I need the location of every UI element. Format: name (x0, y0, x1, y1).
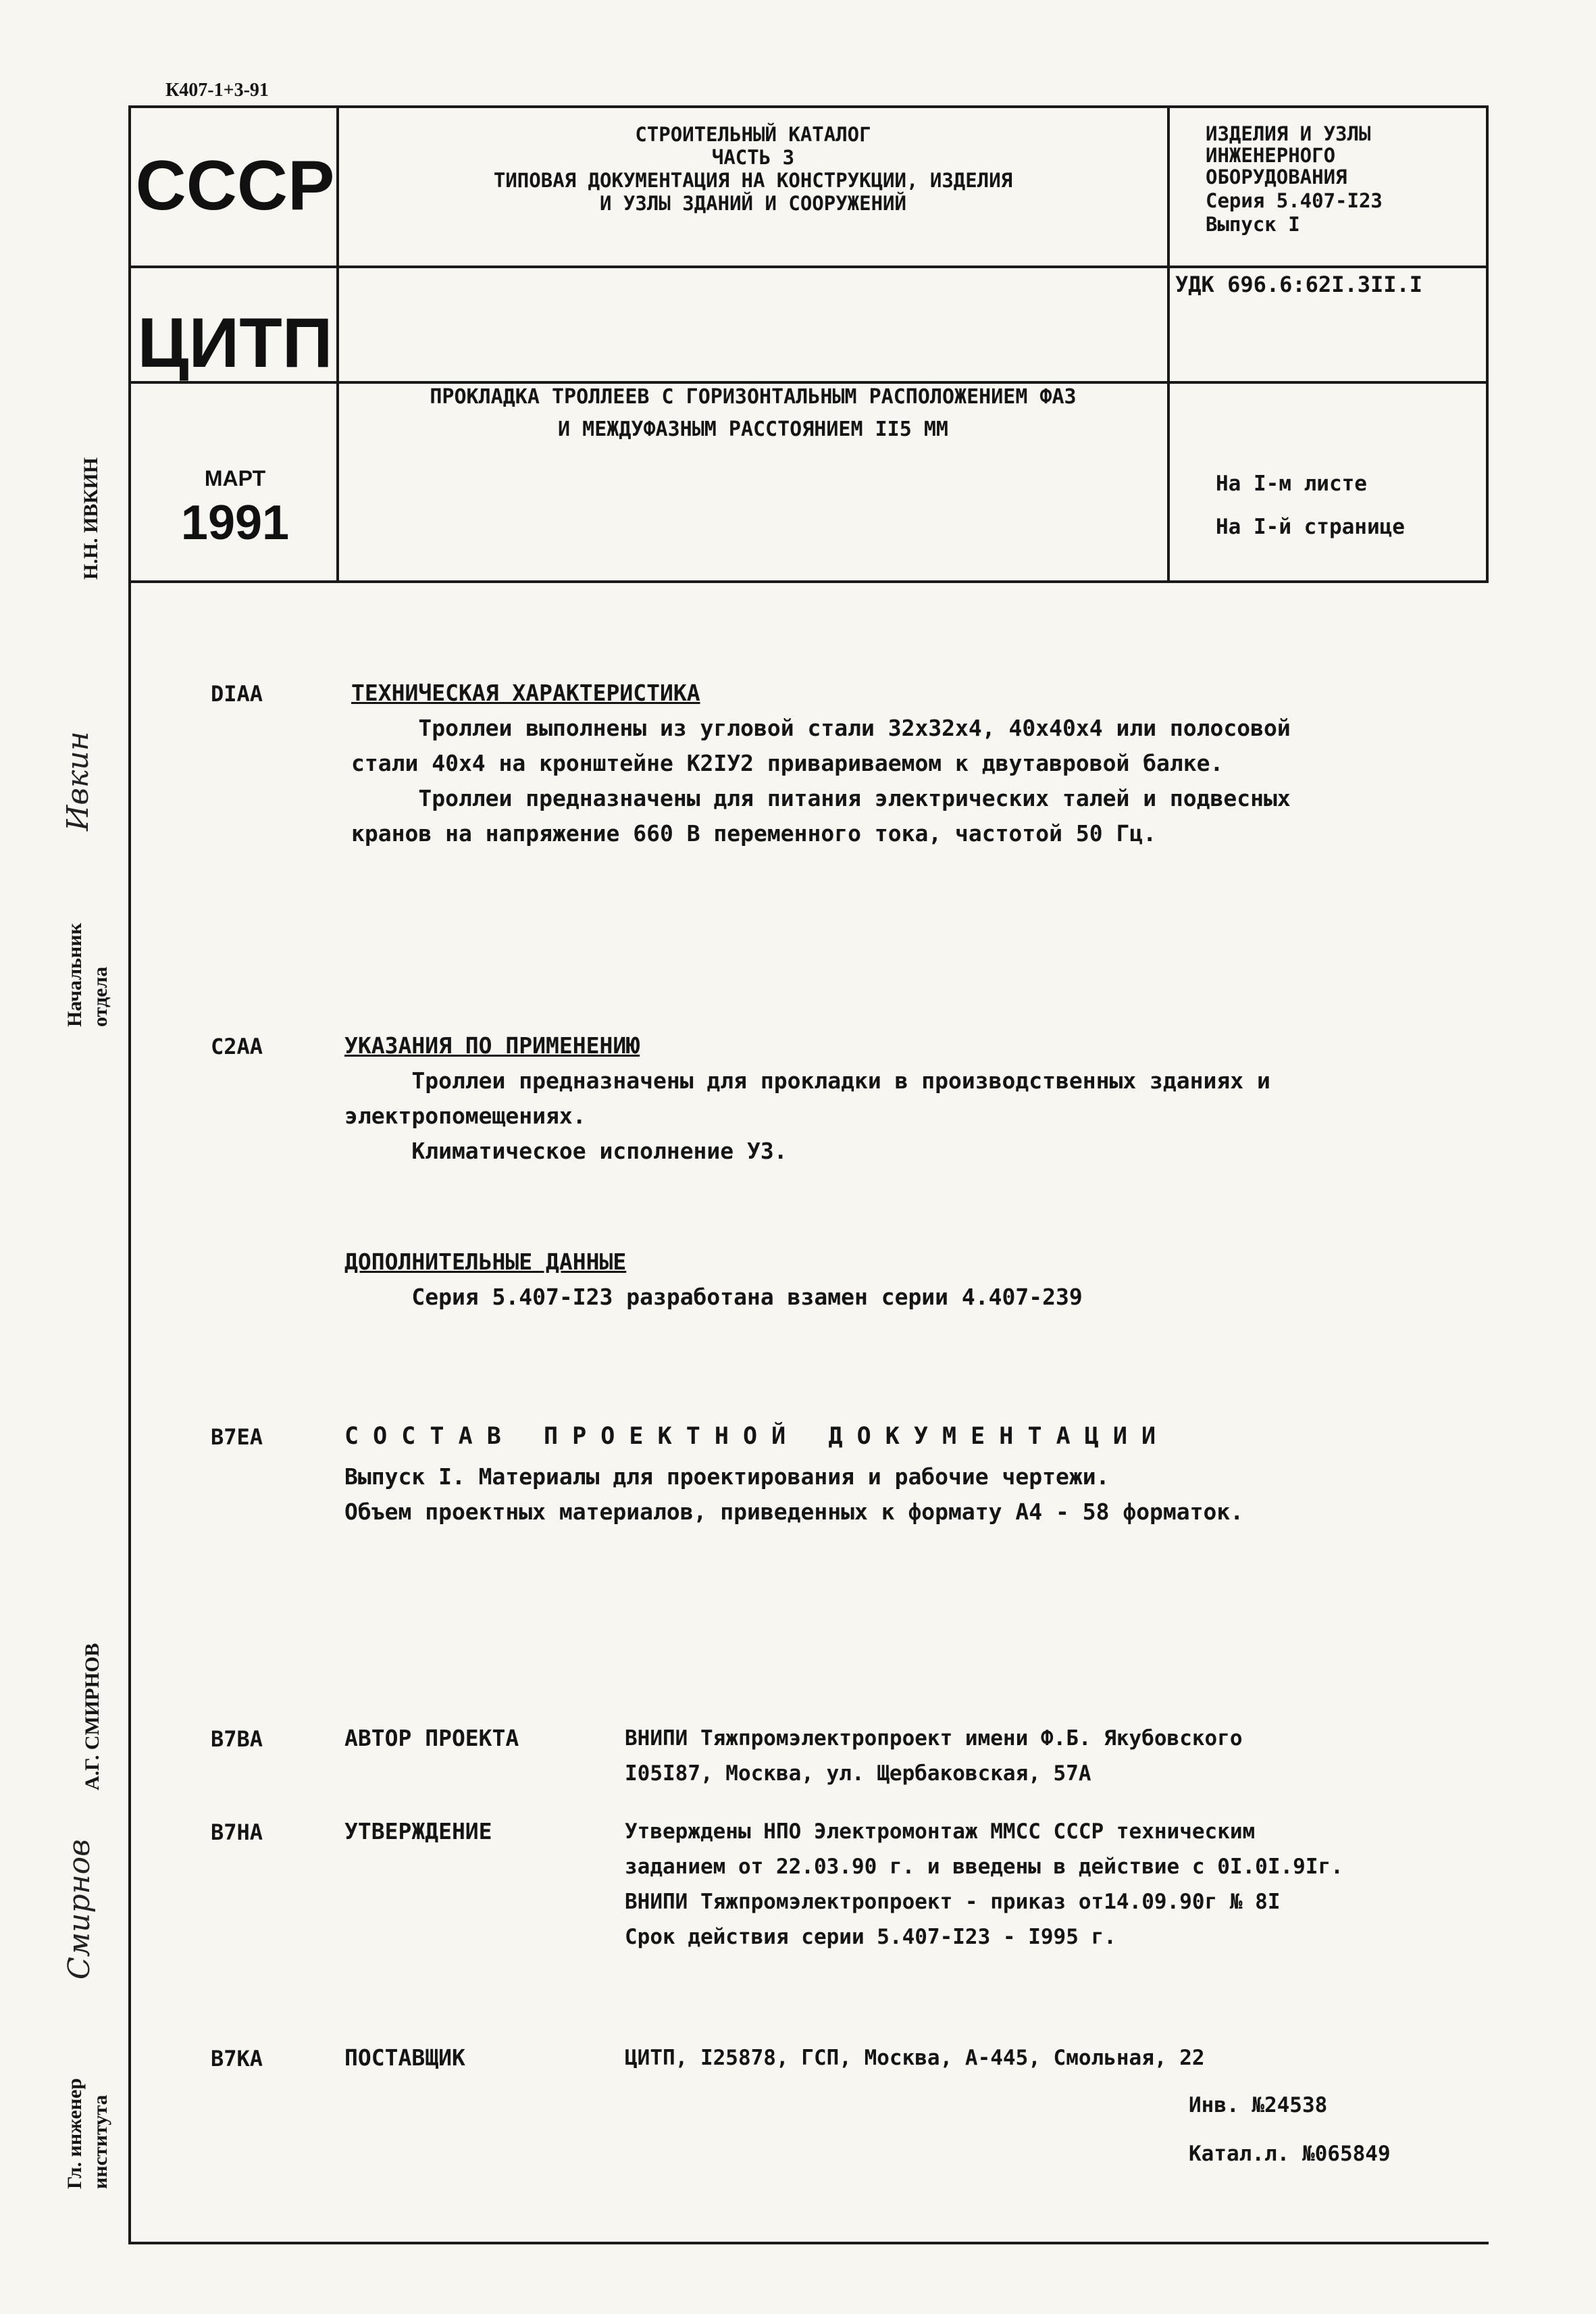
section-body (344, 1063, 1270, 1169)
catalog-block (365, 123, 1141, 215)
catalog-line: СТРОИТЕЛЬНЫЙ КАТАЛОГ (635, 123, 871, 146)
catalog-line: ТИПОВАЯ ДОКУМЕНТАЦИЯ НА КОНСТРУКЦИИ, ИЗДЕЛИЯ (493, 169, 1013, 192)
text-line: кранов на напряжение 660 В переменного тока, частотой 50 Гц. (351, 820, 1157, 847)
text-line: электропомещениях. (344, 1103, 586, 1129)
approver-name-1: Н.Н. ИВКИН (80, 457, 102, 580)
text-line: Троллеи выполнены из угловой стали 32х32х4, 40х40х4 или полосовой (351, 715, 1291, 741)
section-code: B7HA (211, 1819, 263, 1845)
issue-number: Выпуск I (1206, 213, 1300, 236)
section-body (625, 2040, 1205, 2076)
text-line: Троллеи предназначены для питания электрических талей и подвесных (351, 785, 1291, 811)
org-citp: ЦИТП (137, 304, 333, 382)
signature-2: Смирнов (62, 1839, 97, 1980)
section-line: ИЗДЕЛИЯ И УЗЛЫ (1206, 122, 1371, 145)
title-line: И МЕЖДУФАЗНЫМ РАССТОЯНИЕМ II5 ММ (558, 418, 948, 441)
section-label: УТВЕРЖДЕНИЕ (344, 1818, 492, 1844)
text-line: ВНИПИ Тяжпромэлектропроект имени Ф.Б. Якубовского (625, 1726, 1243, 1751)
udk-code: УДК 696.6:62I.3II.I (1175, 272, 1423, 297)
section-block (1206, 123, 1383, 235)
role-line: Гл. инженер (63, 2078, 86, 2189)
section-heading: ДОПОЛНИТЕЛЬНЫЕ ДАННЫЕ (344, 1249, 627, 1275)
section-label: ПОСТАВЩИК (344, 2044, 465, 2071)
catalog-line: И УЗЛЫ ЗДАНИЙ И СООРУЖЕНИЙ (600, 192, 906, 215)
role-line: Начальник (63, 923, 86, 1027)
section-body (625, 1721, 1243, 1791)
section-heading: С О С Т А В П Р О Е К Т Н О Й Д О К У М Е Н Т А Ц И И (344, 1423, 1156, 1450)
text-line: стали 40х4 на кронштейне К2IУ2 привариваемом к двутавровой балке. (351, 750, 1224, 776)
approver-role-2 (62, 2078, 113, 2189)
text-line: I05I87, Москва, ул. Щербаковская, 57А (625, 1761, 1091, 1786)
section-code: B7EA (211, 1424, 263, 1450)
section-code: B7KA (211, 2046, 263, 2071)
page-info: На I-й странице (1216, 515, 1405, 539)
title-line: ПРОКЛАДКА ТРОЛЛЕЕВ С ГОРИЗОНТАЛЬНЫМ РАСПОЛОЖЕНИЕМ ФАЗ (430, 385, 1077, 409)
section-code: B7BA (211, 1726, 263, 1752)
section-body (344, 1459, 1243, 1530)
catalog-sheet-number: Катал.л. №065849 (1189, 2142, 1391, 2166)
section-body (351, 711, 1291, 851)
section-line: ОБОРУДОВАНИЯ (1206, 166, 1347, 188)
section-code: C2AA (211, 1034, 263, 1059)
text-line: Срок действия серии 5.407-I23 - I995 г. (625, 1925, 1116, 1949)
text-line: Утверждены НПО Электромонтаж ММСС СССР техническим (625, 1819, 1256, 1844)
section-body (625, 1814, 1343, 1955)
issue-month: МАРТ (204, 466, 266, 491)
text-line: заданием от 22.03.90 г. и введены в действие с 0I.0I.9Iг. (625, 1855, 1343, 1879)
catalog-line: ЧАСТЬ 3 (711, 146, 795, 169)
text-line: ЦИТП, I25878, ГСП, Москва, А-445, Смольная, 22 (625, 2046, 1205, 2070)
inventory-number: Инв. №24538 (1189, 2093, 1328, 2117)
issue-year: 1991 (180, 496, 290, 550)
document-code: К407-1+3-91 (165, 80, 269, 101)
text-line: Серия 5.407-I23 разработана взамен серии 4.407-239 (344, 1284, 1083, 1310)
signature-1: Ивкин (61, 731, 95, 831)
text-line: Объем проектных материалов, приведенных к формату А4 - 58 форматок. (344, 1499, 1244, 1525)
text-line: Климатическое исполнение У3. (344, 1138, 788, 1164)
sheet-info: На I-м листе (1216, 472, 1367, 496)
section-heading: УКАЗАНИЯ ПО ПРИМЕНЕНИЮ (344, 1032, 640, 1059)
section-heading: ТЕХНИЧЕСКАЯ ХАРАКТЕРИСТИКА (351, 680, 700, 706)
role-line: института (89, 2094, 111, 2189)
section-body (344, 1280, 1083, 1315)
section-code: DIAA (211, 681, 263, 707)
section-line: ИНЖЕНЕРНОГО (1206, 144, 1336, 167)
document-title (351, 381, 1155, 446)
text-line: Троллеи предназначены для прокладки в производственных зданиях и (344, 1067, 1270, 1094)
org-ussr: СССР (135, 147, 335, 225)
approver-name-2: А.Г. СМИРНОВ (81, 1642, 103, 1790)
text-line: Выпуск I. Материалы для проектирования и рабочие чертежи. (344, 1463, 1110, 1490)
series-number: Серия 5.407-I23 (1206, 189, 1383, 212)
text-line: ВНИПИ Тяжпромэлектропроект - приказ от14.09.90г № 8I (625, 1890, 1281, 1914)
section-label: АВТОР ПРОЕКТА (344, 1725, 519, 1751)
approver-role-1 (62, 923, 113, 1027)
role-line: отдела (89, 966, 111, 1027)
